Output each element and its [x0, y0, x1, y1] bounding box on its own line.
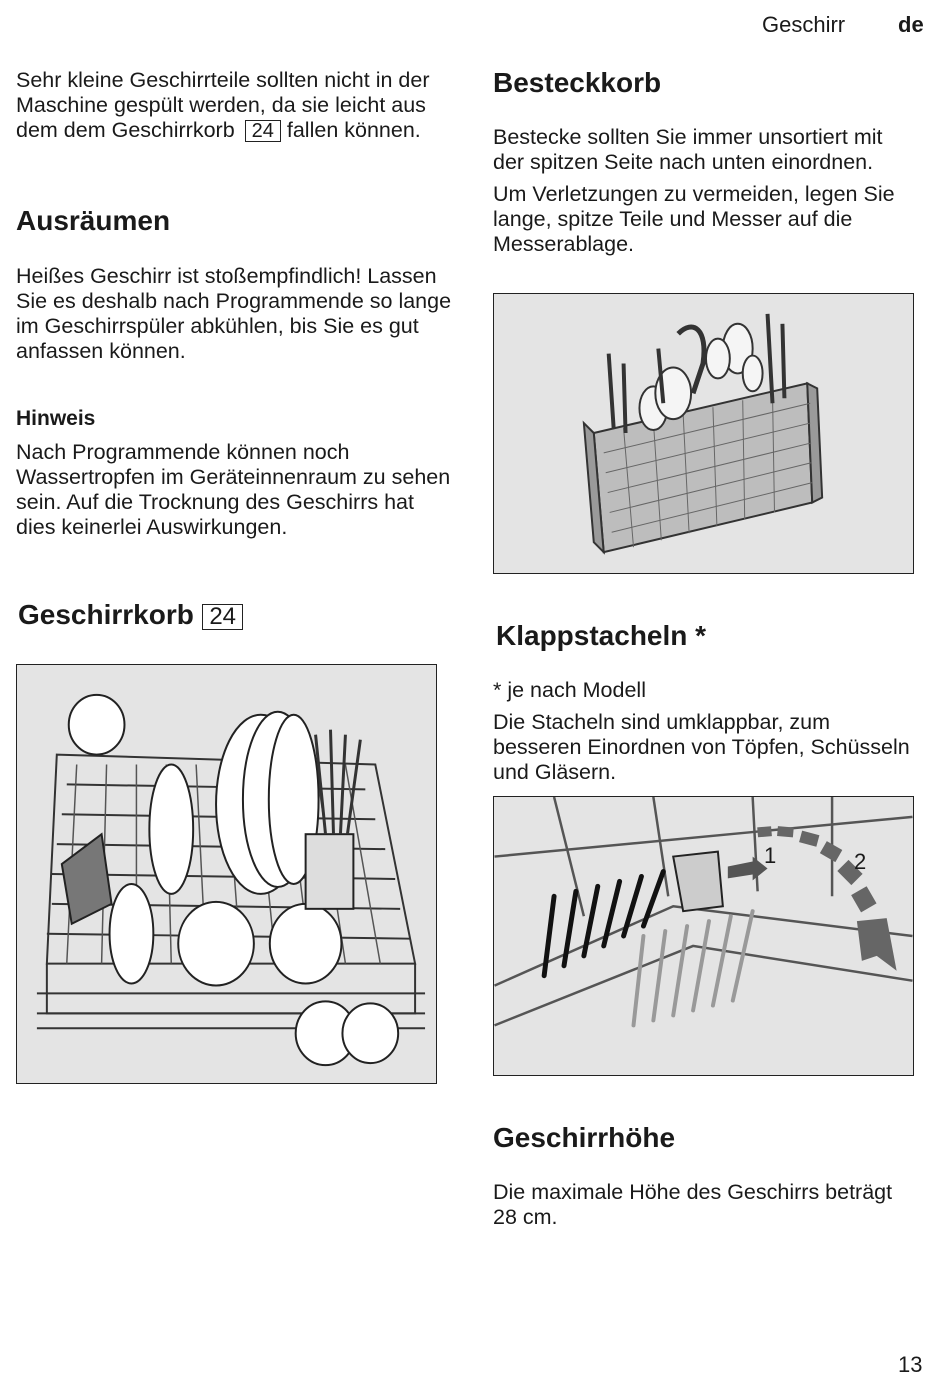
klappstacheln-footnote: * je nach Modell [493, 678, 646, 702]
label-step-2: 2 [854, 849, 867, 874]
heading-besteckkorb: Besteckkorb [493, 67, 662, 98]
heading-klappstacheln: Klappstacheln * [496, 620, 707, 651]
heading-geschirrkorb [18, 598, 243, 632]
header-language: de [898, 12, 924, 37]
heading-hinweis: Hinweis [16, 407, 96, 430]
intro-text-end: fallen können. [286, 118, 421, 142]
geschirrkorb-ref-number: 24 [202, 604, 243, 630]
cutlery-basket-illustration [493, 293, 914, 574]
folding-tines-drawing [494, 797, 913, 1075]
arrow-icon [728, 857, 768, 881]
geschirrhoehe-text: Die maximale Höhe des Geschirrs beträgt 28 cm. [493, 1180, 893, 1229]
geschirrkorb-title: Geschirrkorb [18, 599, 194, 630]
klappstacheln-text: Die Stacheln sind umklappbar, zum besseren Einordnen von Töpfen, Schüsseln und Gläsern. [493, 710, 910, 784]
intro-ref-number: 24 [245, 120, 281, 142]
folding-tines-illustration [493, 796, 914, 1076]
besteckkorb-text-2: Um Verletzungen zu vermeiden, legen Sie lange, spitze Teile und Messer auf die Messerablage. [493, 182, 895, 256]
hinweis-text: Nach Programmende können noch Wassertropfen im Geräteinnenraum zu sehen sein. Auf die Trocknung des Geschirrs hat dies keinerlei Auswirkungen. [16, 440, 451, 539]
besteckkorb-text-1: Bestecke sollten Sie immer unsortiert mit der spitzen Seite nach unten einordnen. [493, 125, 883, 174]
heading-ausraeumen: Ausräumen [16, 205, 171, 236]
heading-geschirrhoehe: Geschirrhöhe [493, 1122, 676, 1153]
intro-text: Sehr kleine Geschirrteile sollten nicht in der Maschine gespült werden, da sie leicht aus dem dem Geschirrkorb [16, 68, 430, 142]
ausraeumen-text: Heißes Geschirr ist stoßempfindlich! Lassen Sie es deshalb nach Programmende so lange im Geschirrspüler abkühlen, bis Sie es gut anfassen können. [16, 264, 452, 363]
curved-arrow-icon [857, 918, 897, 971]
page-number: 13 [898, 1352, 923, 1377]
header-section-title: Geschirr [762, 12, 846, 37]
dish-rack-drawing [17, 665, 436, 1083]
intro-paragraph [16, 68, 456, 143]
dish-rack-illustration [16, 664, 437, 1084]
label-step-1: 1 [764, 843, 777, 868]
cutlery-basket-drawing [494, 294, 913, 573]
